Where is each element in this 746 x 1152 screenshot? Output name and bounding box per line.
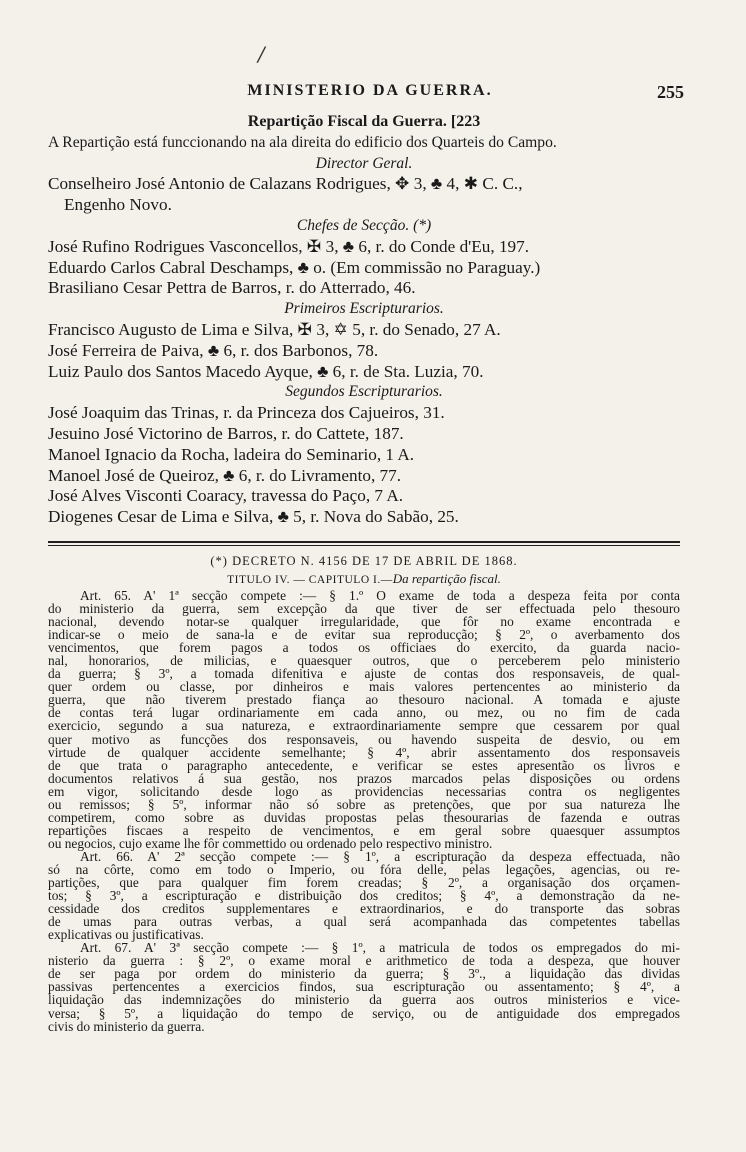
rank-heading: Director Geral. — [315, 154, 413, 172]
article-line: liquidação das indemnizações do ministerio da guerra aos outros ministerios e vice- — [48, 992, 680, 1008]
page-number: 255 — [657, 82, 684, 102]
article-line: da guerra; § 3º, a tomada difenitiva e ajuste de contas dos responsaveis, de qual- — [48, 666, 680, 682]
staff-entry: Jesuino José Victorino de Barros, r. do Cattete, 187. — [48, 423, 404, 443]
section-title: Repartição Fiscal da Guerra. [223 — [247, 113, 481, 130]
staff-directory — [48, 112, 680, 528]
staff-entry: Eduardo Carlos Cabral Deschamps, ♣ o. (Em commissão no Paraguay.) — [48, 257, 541, 277]
rank-heading: Chefes de Secção. (*) — [296, 216, 432, 234]
article-line: explicativas ou justificativas. — [48, 927, 204, 943]
footnote — [48, 552, 680, 1033]
article-line: quer motivo as funcções dos responsaveis, ou havendo suspeita de desvio, ou em — [48, 731, 680, 747]
article-line: em vigor, solicitando desde logo as providencias necessarias contra os negligentes — [48, 783, 680, 799]
article-paragraph — [48, 589, 680, 850]
staff-entry: José Joaquim das Trinas, r. da Princeza dos Cajueiros, 31. — [48, 403, 445, 423]
article-line: nisterio da guerra : § 2º, o exame moral e arithmetico de toda a despeza, que houver — [48, 953, 680, 969]
chapter-heading-italic: Da repartição fiscal. — [392, 571, 501, 586]
decree-heading: (*) DECRETO N. 4156 DE 17 DE ABRIL DE 1868. — [210, 554, 518, 568]
staff-entry: Brasiliano Cesar Pettra de Barros, r. do Atterrado, 46. — [48, 278, 416, 298]
staff-entry: Manoel José de Queiroz, ♣ 6, r. do Livramento, 77. — [48, 465, 402, 485]
article-paragraph — [48, 941, 680, 1032]
staff-entry: José Ferreira de Paiva, ♣ 6, r. dos Barbonos, 78. — [48, 340, 379, 360]
article-paragraphs — [48, 589, 680, 1033]
article-line: partições, que para qualquer fim forem creadas; § 2º, a organisação dos orçamen- — [48, 875, 680, 891]
article-line: Art. 66. A' 2ª secção compete :— § 1º, a escripturação da despeza effectuada, não — [80, 848, 680, 864]
chapter-heading-prefix: TITULO IV. — CAPITULO I.— — [227, 574, 393, 586]
margin-mark: / — [258, 42, 265, 66]
staff-entry: Francisco Augusto de Lima e Silva, ✠ 3, ✡ 5, r. do Senado, 27 A. — [48, 319, 501, 339]
article-line: do ministerio da guerra, sem excepção da que tiver de ser effectuada pelo thesouro — [48, 601, 680, 617]
article-line: de umas para outras verbas, a qual será acompanhada das competentes tabellas — [48, 914, 680, 930]
footnote-rule — [48, 541, 680, 543]
rank-heading: Primeiros Escripturarios. — [284, 300, 444, 318]
staff-entry-continuation: Engenho Novo. — [64, 195, 172, 215]
article-line: de ser paga por ordem do ministerio da guerra; § 3º., a liquidação das dividas — [48, 966, 680, 982]
article-line: guerra, que não tiverem prestado fiança ao thesouro nacional. A tomada e ajuste — [48, 692, 680, 708]
article-line: exercicio, segundo a sua natureza, e extraordinariamente sempre que cessarem por qual — [48, 718, 680, 734]
staff-entry: Conselheiro José Antonio de Calazans Rodrigues, ✥ 3, ♣ 4, ✱ C. C., — [48, 174, 523, 194]
article-line: ou negocios, cujo exame lhe fôr commettido ou ordenado pelo respectivo ministro. — [48, 835, 493, 851]
article-line: nacional, devendo notar-se qualquer irregularidade, que fôr no exame encontrada e — [48, 614, 680, 630]
article-line: nal, honorarios, de milicias, e quaesquer outros, que o perceberem pelo ministerio — [48, 653, 680, 669]
page-title: MINISTERIO DA GUERRA. — [247, 82, 493, 99]
article-line: vencimentos, que forem pagos a todos os officiaes do exercito, da guarda nacio- — [48, 640, 680, 656]
article-line: civis do ministerio da guerra. — [48, 1018, 205, 1034]
article-line: versa; § 5º, a liquidação do tempo de serviço, ou de antiguidade dos empregados — [48, 1005, 680, 1021]
article-line: indicar-se o meio de sana-la e de evitar sua reproducção; § 2º, o averbamento dos — [48, 627, 680, 643]
article-line: ou remissos; § 5º, informar não só sobre as pretenções, que por sua natureza lhe — [48, 796, 680, 812]
article-line: quer ordem ou classe, por dinheiros e mais valores pertencentes ao ministerio da — [48, 679, 680, 695]
staff-entry: Diogenes Cesar de Lima e Silva, ♣ 5, r. Nova do Sabão, 25. — [48, 507, 459, 527]
staff-entry: Luiz Paulo dos Santos Macedo Ayque, ♣ 6, r. de Sta. Luzia, 70. — [48, 361, 484, 381]
article-paragraph — [48, 850, 680, 941]
rank-heading: Segundos Escripturarios. — [285, 383, 443, 401]
article-line: de que trata o paragrapho antecedente, e verificar se estes apresentão os livros e — [48, 757, 680, 773]
article-line: Art. 65. A' 1ª secção compete :— § 1.º O exame de toda a despeza feita por conta — [80, 588, 680, 603]
staff-entry: Manoel Ignacio da Rocha, ladeira do Seminario, 1 A. — [48, 444, 415, 464]
chapter-heading — [48, 570, 680, 589]
article-line: documentos relativos á sua gestão, nos prazos marcados pelas disposições ou ordens — [48, 770, 680, 786]
article-line: cessidade dos creditos supplementares e extraordinarios, e do transporte das sobras — [48, 901, 680, 917]
location-note: A Repartição está funccionando na ala direita do edificio dos Quarteis do Campo. — [48, 133, 557, 151]
footnote-rule-thin — [48, 545, 680, 546]
article-line: competirem, como sobre as duvidas propostas pelas thesourarias de fazenda e outras — [48, 809, 680, 825]
article-line: virtude de qualquer accidente semelhante; § 4º, abrir assentamento dos responsaveis — [48, 744, 680, 760]
running-head — [48, 82, 692, 106]
staff-entry: José Alves Visconti Coaracy, travessa do Paço, 7 A. — [48, 486, 404, 506]
staff-entry: José Rufino Rodrigues Vasconcellos, ✠ 3, ♣ 6, r. do Conde d'Eu, 197. — [48, 236, 530, 256]
article-line: só na côrte, como em todo o Imperio, ou fóra delle, pelas legações, agencias, ou re- — [48, 861, 680, 877]
article-line: Art. 67. A' 3ª secção compete :— § 1º, a matricula de todos os empregados do mi- — [80, 940, 680, 956]
article-line: de contas terá lugar ordinariamente em cada anno, ou mez, ou no fim de cada — [48, 705, 680, 721]
article-line: passivas pertencentes a exercicios findos, sua escripturação ou assentamento; § 4º, a — [48, 979, 680, 995]
article-line: repartições fiscaes a respeito de vencimentos, e em geral sobre quaesquer assumptos — [48, 822, 680, 838]
article-line: tos; § 3º, a escripturação e distribuição dos creditos; § 4º, a demonstração da ne- — [48, 888, 680, 904]
